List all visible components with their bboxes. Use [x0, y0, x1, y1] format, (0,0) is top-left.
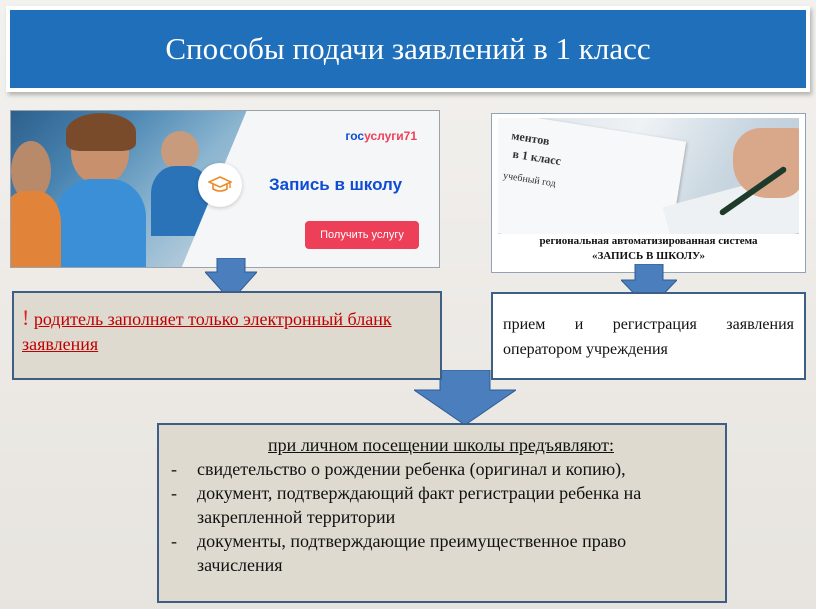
- electronic-application-box: [12, 291, 442, 380]
- electronic-application-text: родитель заполняет только электронный бланк заявления: [22, 309, 392, 354]
- system-caption-line2: «ЗАПИСЬ В ШКОЛУ»: [591, 250, 705, 262]
- list-item: - свидетельство о рождении ребенка (оригинал и копию),: [171, 459, 626, 479]
- doc-text-3: учебный год: [502, 170, 557, 190]
- operator-registration-box: [491, 292, 806, 380]
- document-photo-card: [491, 113, 806, 273]
- gosuslugi-banner[interactable]: [10, 110, 440, 268]
- list-item: - документы, подтверждающие преимущественное право зачисления: [171, 531, 627, 575]
- page-title: Способы подачи заявлений в 1 класс: [165, 31, 651, 66]
- title-background: [10, 10, 806, 88]
- operator-registration-text: прием и регистрация заявления оператором учреждения: [503, 316, 794, 358]
- get-service-button[interactable]: Получить услугу: [305, 221, 419, 249]
- required-documents-list: [167, 457, 715, 577]
- document-signing-photo: [498, 118, 799, 234]
- gosuslugi-logo: госуслуги71: [345, 129, 417, 143]
- personal-visit-heading: при личном посещении школы предъявляют:: [268, 435, 614, 455]
- exclamation-mark: !: [22, 305, 30, 330]
- doc-text-2: в 1 класс: [511, 146, 563, 169]
- list-item: - документ, подтверждающий факт регистрации ребенка на закрепленной территории: [171, 483, 642, 527]
- title-banner: [6, 6, 810, 92]
- personal-visit-box: [157, 423, 727, 603]
- graduation-cap-icon: [198, 163, 242, 207]
- system-caption-line1: региональная автоматизированная система: [539, 235, 758, 247]
- doc-text-1: ментов: [510, 128, 551, 149]
- banner-heading: Запись в школу: [269, 175, 403, 194]
- hand-with-pen: [733, 128, 799, 198]
